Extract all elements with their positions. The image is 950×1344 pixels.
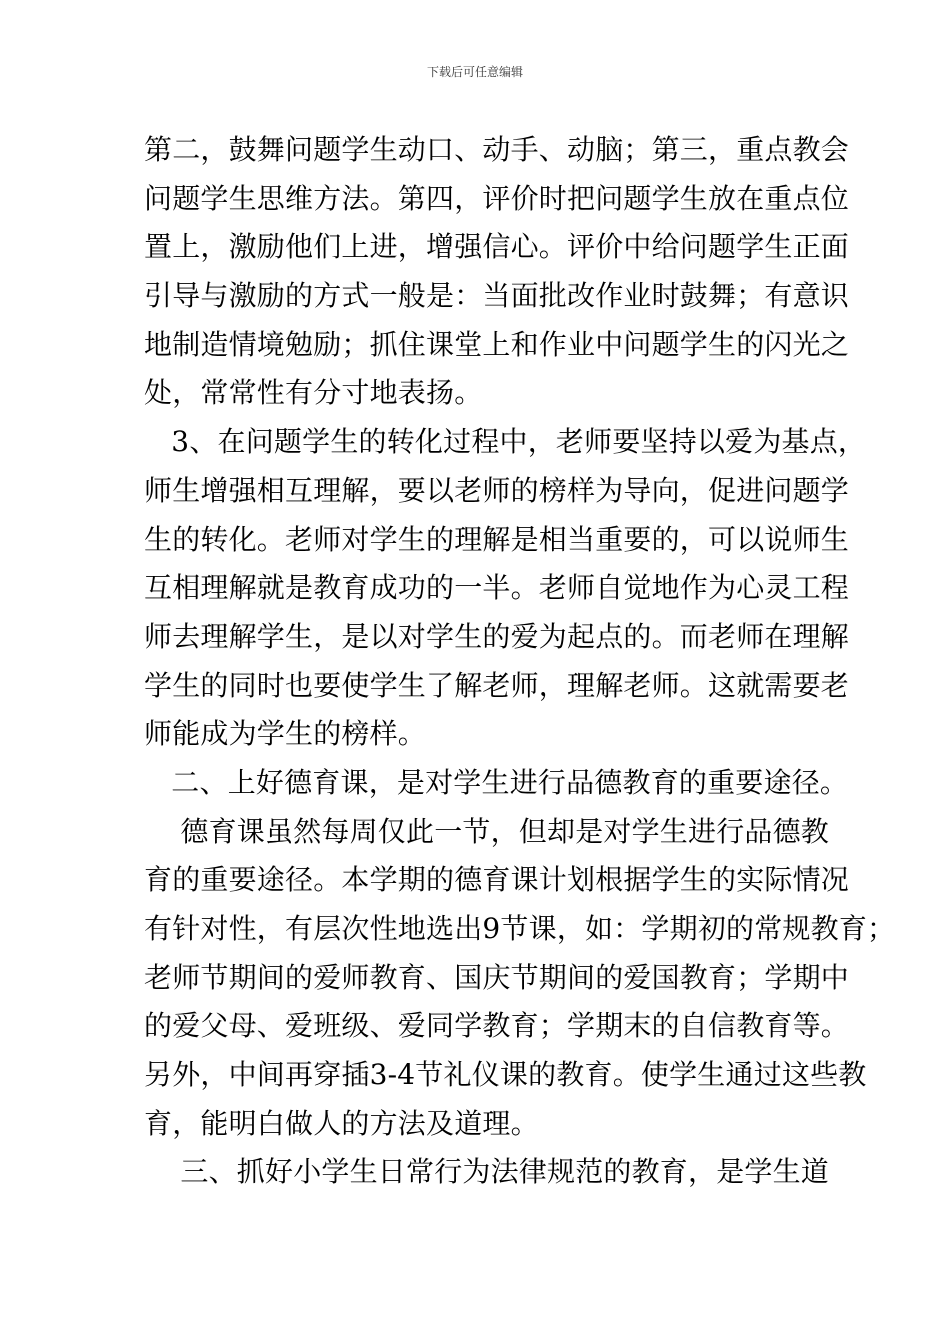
- text-line: 第二，鼓舞问题学生动口、动手、动脑；第三，重点教会: [144, 133, 850, 166]
- text-line: 处，常常性有分寸地表扬。: [144, 376, 483, 410]
- text-line: 互相理解就是教育成功的一半。老师自觉地作为心灵工程: [144, 571, 850, 605]
- text-line: 置上，激励他们上进，增强信心。评价中给问题学生正面: [144, 230, 850, 264]
- text-line: 德育课虽然每周仅此一节，但却是对学生进行品德教: [144, 814, 830, 848]
- text-line: 老师节期间的爱师教育、国庆节期间的爱国教育；学期中: [144, 960, 850, 994]
- text-line: 另外，中间再穿插3-4节礼仪课的教育。使学生通过这些教: [144, 1058, 867, 1092]
- text-line: 问题学生思维方法。第四，评价时把问题学生放在重点位: [144, 181, 850, 215]
- body-text: [144, 126, 896, 1197]
- text-line: 育，能明白做人的方法及道理。: [144, 1106, 539, 1140]
- text-line: 的爱父母、爱班级、爱同学教育；学期末的自信教育等。: [144, 1009, 850, 1043]
- text-line: 3、在问题学生的转化过程中，老师要坚持以爱为基点，: [144, 425, 867, 459]
- text-line: 地制造情境勉励；抓住课堂上和作业中问题学生的闪光之: [144, 327, 850, 361]
- text-line: 师去理解学生，是以对学生的爱为起点的。而老师在理解: [144, 619, 850, 653]
- text-line: 师能成为学生的榜样。: [144, 717, 427, 751]
- text-line: 三、抓好小学生日常行为法律规范的教育，是学生道: [144, 1155, 830, 1189]
- text-line: 生的转化。老师对学生的理解是相当重要的，可以说师生: [144, 522, 850, 556]
- text-line: 有针对性，有层次性地选出9节课，如：学期初的常规教育；: [144, 912, 896, 945]
- page-header: 下载后可任意编辑: [426, 65, 523, 79]
- text-line: 二、上好德育课，是对学生进行品德教育的重要途径。: [144, 765, 849, 799]
- text-line: 学生的同时也要使学生了解老师，理解老师。这就需要老: [144, 668, 850, 702]
- text-line: 师生增强相互理解，要以老师的榜样为导向，促进问题学: [144, 473, 850, 507]
- text-line: 引导与激励的方式一般是：当面批改作业时鼓舞；有意识: [144, 279, 850, 313]
- text-line: 育的重要途径。本学期的德育课计划根据学生的实际情况: [144, 863, 850, 897]
